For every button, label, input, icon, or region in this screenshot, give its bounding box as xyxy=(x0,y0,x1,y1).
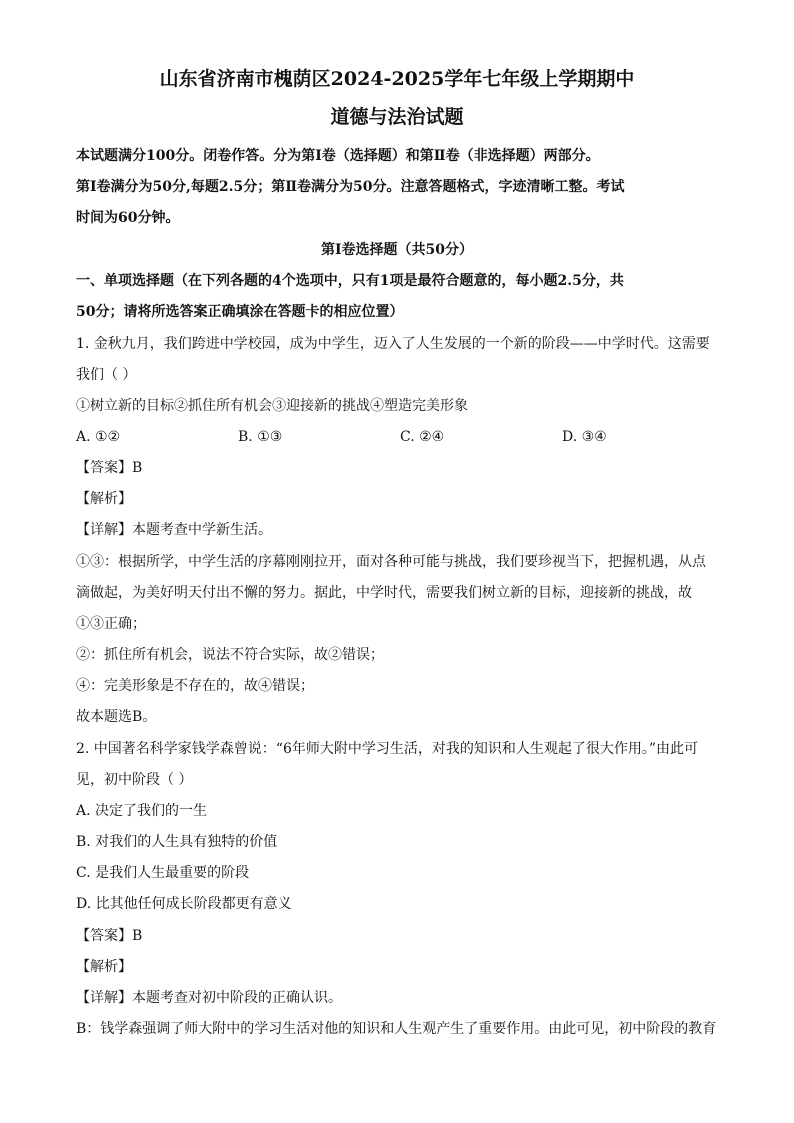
q1-detail-line: ①③正确； xyxy=(76,616,146,632)
q2-detail-line: B：钱学森强调了师大附中的学习生活对他的知识和人生观产生了重要作用。由此可见，初中阶段的教育 xyxy=(76,1021,717,1037)
q2-analysis-label: 【解析】 xyxy=(76,959,132,975)
q1-answer: 【答案】B xyxy=(76,460,143,476)
section-instruction: 一、单项选择题（在下列各题的4个选项中，只有1项是最符合题意的，每小题2.5分，共 xyxy=(76,273,624,289)
intro-line: 时间为60分钟。 xyxy=(76,210,180,226)
section-title: 第Ⅰ卷选择题（共50分） xyxy=(320,242,474,258)
q2-option-d: D. 比其他任何成长阶段都更有意义 xyxy=(76,896,292,912)
q2-option-a: A. 决定了我们的一生 xyxy=(76,803,208,819)
section-instruction: 50分；请将所选答案正确填涂在答题卡的相应位置） xyxy=(76,304,404,320)
q1-stem: 我们（ ） xyxy=(76,367,137,383)
intro-line: 本试题满分100分。闭卷作答。分为第Ⅰ卷（选择题）和第Ⅱ卷（非选择题）两部分。 xyxy=(76,148,600,164)
q1-option-a: A. ①② xyxy=(76,429,121,445)
q1-detail-line: ②：抓住所有机会，说法不符合实际，故②错误； xyxy=(76,647,384,663)
q2-option-b: B. 对我们的人生具有独特的价值 xyxy=(76,834,278,850)
q1-statements: ①树立新的目标②抓住所有机会③迎接新的挑战④塑造完美形象 xyxy=(76,398,468,414)
exam-subtitle: 道德与法治试题 xyxy=(330,106,464,128)
q1-detail-line: ④：完美形象是不存在的，故④错误； xyxy=(76,678,314,694)
q1-option-c: C. ②④ xyxy=(400,429,445,445)
q2-stem: 2. 中国著名科学家钱学森曾说：“6年师大附中学习生活，对我的知识和人生观起了很大作用。”由此可 xyxy=(76,741,699,757)
q2-detail-line: 【详解】本题考查对初中阶段的正确认识。 xyxy=(76,990,342,1006)
q1-detail-line: 【详解】本题考查中学新生活。 xyxy=(76,522,272,538)
q1-detail-line: 滴做起，为美好明天付出不懈的努力。据此，中学时代，需要我们树立新的目标，迎接新的挑战，故 xyxy=(76,585,692,601)
q2-option-c: C. 是我们人生最重要的阶段 xyxy=(76,865,250,881)
intro-line: 第Ⅰ卷满分为50分,每题2.5分；第Ⅱ卷满分为50分。注意答题格式，字迹清晰工整。考试 xyxy=(76,179,625,195)
q1-detail-line: ①③：根据所学，中学生活的序幕刚刚拉开，面对各种可能与挑战，我们要珍视当下，把握机遇，从点 xyxy=(76,554,706,570)
q1-analysis-label: 【解析】 xyxy=(76,491,132,507)
q1-stem: 1. 金秋九月，我们跨进中学校园，成为中学生，迈入了人生发展的一个新的阶段——中学时代。这需要 xyxy=(76,336,710,352)
q2-answer: 【答案】B xyxy=(76,928,143,944)
q1-detail-line: 故本题选B。 xyxy=(76,709,157,725)
q2-stem: 见，初中阶段（ ） xyxy=(76,772,193,788)
q1-option-d: D. ③④ xyxy=(562,429,607,445)
exam-title: 山东省济南市槐荫区2024-2025学年七年级上学期期中 xyxy=(159,68,635,90)
q1-option-b: B. ①③ xyxy=(238,429,283,445)
